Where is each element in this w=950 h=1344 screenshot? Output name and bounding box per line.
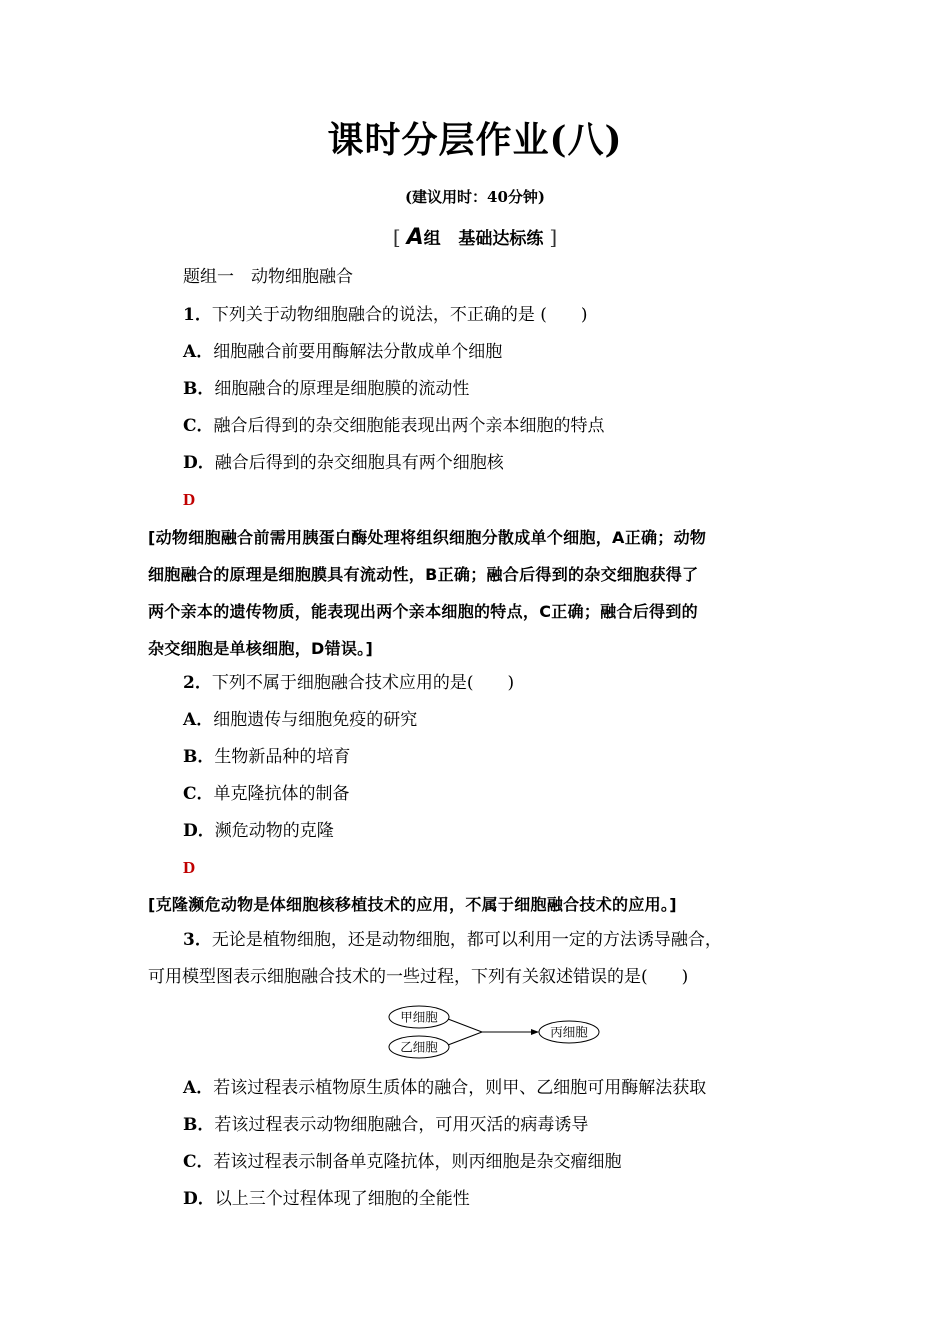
section-label: 基础达标练 bbox=[458, 229, 544, 249]
option-text: 以上三个过程体现了细胞的全能性 bbox=[214, 1189, 470, 1209]
question-stem: 下列关于动物细胞融合的说法，不正确的是 ( ) bbox=[211, 305, 588, 325]
explanation-2: [克隆濒危动物是体细胞核移植技术的应用，不属于细胞融合技术的应用。] bbox=[148, 895, 677, 914]
option-letter: B． bbox=[183, 747, 215, 767]
option-text: 融合后得到的杂交细胞能表现出两个亲本细胞的特点 bbox=[213, 416, 605, 436]
option-text: 细胞融合的原理是细胞膜的流动性 bbox=[214, 379, 470, 399]
topic-heading: 题组一 动物细胞融合 bbox=[183, 267, 353, 287]
option-3c bbox=[183, 1152, 622, 1172]
answer-1: D bbox=[183, 490, 196, 509]
option-1b bbox=[183, 379, 469, 399]
option-text: 若该过程表示动物细胞融合，可用灭活的病毒诱导 bbox=[214, 1115, 589, 1135]
group-word: 组 bbox=[423, 229, 441, 249]
option-text: 若该过程表示植物原生质体的融合，则甲、乙细胞可用酶解法获取 bbox=[213, 1078, 707, 1098]
question-2 bbox=[183, 673, 514, 693]
option-2a bbox=[183, 710, 417, 730]
option-letter: A． bbox=[183, 1078, 214, 1098]
question-number: 2． bbox=[183, 673, 212, 693]
option-text: 细胞融合前要用酶解法分散成单个细胞 bbox=[213, 342, 503, 362]
option-text: 生物新品种的培育 bbox=[214, 747, 351, 767]
section-header bbox=[0, 224, 950, 250]
cell-c-label: 丙细胞 bbox=[550, 1024, 588, 1040]
left-bracket: [ bbox=[392, 225, 401, 249]
question-3 bbox=[183, 930, 722, 950]
question-number: 1． bbox=[183, 305, 212, 325]
cell-fusion-diagram bbox=[386, 1002, 606, 1062]
option-text: 单克隆抗体的制备 bbox=[213, 784, 350, 804]
answer-2: D bbox=[183, 858, 196, 877]
option-letter: D． bbox=[183, 453, 215, 473]
option-text: 濒危动物的克隆 bbox=[214, 821, 334, 841]
option-letter: A． bbox=[183, 342, 214, 362]
option-letter: C． bbox=[183, 416, 214, 436]
cell-a-label: 甲细胞 bbox=[400, 1009, 438, 1025]
right-bracket: ] bbox=[549, 225, 558, 249]
option-letter: C． bbox=[183, 784, 214, 804]
question-number: 3． bbox=[183, 930, 212, 950]
option-3b bbox=[183, 1115, 588, 1135]
option-1a bbox=[183, 342, 502, 362]
option-letter: B． bbox=[183, 379, 215, 399]
group-letter: A bbox=[406, 225, 424, 250]
option-2d bbox=[183, 821, 334, 841]
explanation-1-line-3: 两个亲本的遗传物质，能表现出两个亲本细胞的特点，C正确；融合后得到的 bbox=[148, 602, 698, 621]
option-letter: D． bbox=[183, 1189, 215, 1209]
option-text: 融合后得到的杂交细胞具有两个细胞核 bbox=[214, 453, 504, 473]
option-3d bbox=[183, 1189, 470, 1209]
suggested-time: (建议用时：40分钟) bbox=[404, 188, 546, 206]
page-title: 课时分层作业(八) bbox=[327, 119, 623, 161]
option-letter: D． bbox=[183, 821, 215, 841]
explanation-1-line-1: [动物细胞融合前需用胰蛋白酶处理将组织细胞分散成单个细胞，A正确；动物 bbox=[148, 528, 707, 547]
option-text: 细胞遗传与细胞免疫的研究 bbox=[213, 710, 418, 730]
option-text: 若该过程表示制备单克隆抗体，则丙细胞是杂交瘤细胞 bbox=[213, 1152, 622, 1172]
option-letter: B． bbox=[183, 1115, 215, 1135]
option-letter: C． bbox=[183, 1152, 214, 1172]
option-2c bbox=[183, 784, 350, 804]
merge-line-a bbox=[448, 1019, 482, 1032]
question-1 bbox=[183, 305, 588, 325]
cell-b-label: 乙细胞 bbox=[400, 1039, 438, 1055]
option-1c bbox=[183, 416, 605, 436]
question-stem: 下列不属于细胞融合技术应用的是( ) bbox=[211, 673, 515, 693]
option-letter: A． bbox=[183, 710, 214, 730]
explanation-1-line-4: 杂交细胞是单核细胞，D错误。] bbox=[148, 639, 374, 658]
explanation-1-line-2: 细胞融合的原理是细胞膜具有流动性，B正确；融合后得到的杂交细胞获得了 bbox=[148, 565, 699, 584]
merge-line-b bbox=[448, 1032, 482, 1045]
question-stem-line-2: 可用模型图表示细胞融合技术的一些过程，下列有关叙述错误的是( ) bbox=[148, 967, 689, 987]
option-3a bbox=[183, 1078, 706, 1098]
option-2b bbox=[183, 747, 350, 767]
question-stem-line-1: 无论是植物细胞，还是动物细胞，都可以利用一定的方法诱导融合， bbox=[211, 930, 722, 950]
option-1d bbox=[183, 453, 504, 473]
